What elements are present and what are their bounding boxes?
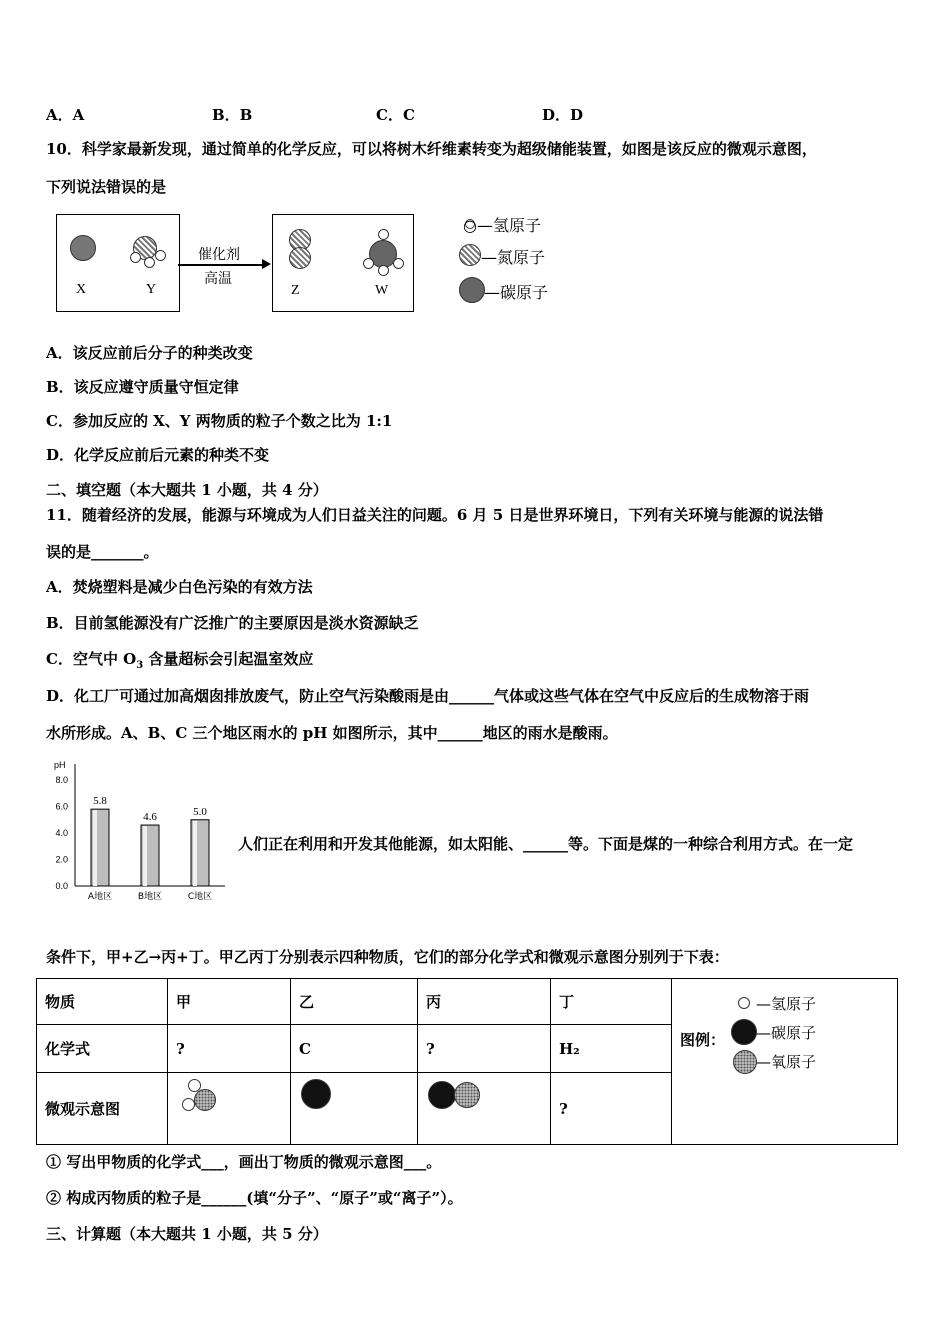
- molecule-w-h1: [378, 229, 389, 240]
- legend-title: 图例：: [680, 1031, 726, 1049]
- molecule-y-h1: [130, 252, 141, 263]
- legend-carbon-symbol: [459, 277, 485, 303]
- bar-highlight: [93, 810, 97, 886]
- q11-option-d-line2: 水所形成。A、B、C 三个地区雨水的 pH 如图所示，其中______地区的雨水是酸雨。: [46, 724, 618, 742]
- q11-reaction-intro: 条件下，甲+乙→丙+丁。甲乙丙丁分别表示四种物质，它们的部分化学式和微观示意图分别列于下表：: [46, 948, 729, 966]
- table-legend-carbon-symbol: [731, 1019, 757, 1045]
- q11-option-d-line1: D．化工厂可通过加高烟囱排放废气，防止空气污染酸雨是由______气体或这些气体在空气中反应后的生成物溶于雨: [46, 687, 810, 705]
- q11-option-b: B．目前氢能源没有广泛推广的主要原因是淡水资源缺乏: [46, 614, 419, 632]
- legend-nitrogen-text: —氮原子: [481, 248, 546, 267]
- cell-model-ding: ?: [551, 1073, 672, 1145]
- cell-formula-bing: ?: [418, 1025, 551, 1073]
- cell-formula-ding: H₂: [551, 1025, 672, 1073]
- q11-energy-line: 人们正在利用和开发其他能源，如太阳能、______等。下面是煤的一种综合利用方式。在一定: [238, 835, 854, 853]
- label-x: X: [76, 282, 87, 297]
- yi-carbon: [301, 1079, 331, 1109]
- section-3-heading: 三、计算题（本大题共 1 小题，共 5 分）: [46, 1225, 328, 1243]
- y-tick-label: 6.0: [55, 801, 68, 812]
- q10-stem-line2: 下列说法错误的是: [46, 178, 167, 196]
- cell-model-jia: [168, 1073, 291, 1145]
- q10-option-c: C．参加反应的 X、Y 两物质的粒子个数之比为 1:1: [46, 412, 393, 430]
- q10-option-b: B．该反应遵守质量守恒定律: [46, 378, 239, 396]
- q11-option-c-post: 含量超标会引起温室效应: [143, 650, 314, 668]
- substance-table: [36, 978, 898, 1145]
- x-tick-label: C地区: [187, 892, 213, 902]
- q10-stem-line1: 10．科学家最新发现，通过简单的化学反应，可以将树木纤维素转变为超级储能装置，如图是该反应的微观示意图，: [46, 140, 817, 158]
- y-tick-label: 4.0: [55, 828, 68, 838]
- bar-highlight: [193, 821, 197, 886]
- cell-formula-yi: C: [291, 1025, 418, 1073]
- label-z: Z: [291, 283, 300, 298]
- jia-h2: [182, 1098, 195, 1111]
- bar-value-label: 4.6: [143, 811, 157, 824]
- q9-option-d: D．D: [542, 106, 584, 124]
- arrow-condition-temp: 高温: [204, 272, 232, 287]
- legend-hydrogen-text: ○—氢原子: [463, 216, 541, 235]
- y-tick-label: 2.0: [55, 854, 68, 865]
- arrow-condition-catalyst: 催化剂: [198, 248, 240, 263]
- q11-option-c-pre: C．空气中 O: [46, 650, 137, 668]
- bing-carbon: [428, 1081, 456, 1109]
- table-legend-hydrogen-text: —氢原子: [756, 995, 817, 1013]
- molecule-x-carbon: [70, 235, 96, 261]
- arrow-head: [262, 259, 271, 269]
- cell-model-bing: [418, 1073, 551, 1145]
- y-tick-label: 8.0: [55, 775, 68, 785]
- legend-cell: [672, 979, 898, 1145]
- cell-header-yi: 乙: [291, 979, 418, 1025]
- bar-highlight: [143, 826, 147, 886]
- q11-option-a: A．焚烧塑料是减少白色污染的有效方法: [46, 578, 313, 596]
- q10-option-a: A．该反应前后分子的种类改变: [46, 344, 253, 362]
- cell-header-jia: 甲: [168, 979, 291, 1025]
- table-legend-carbon-text: —碳原子: [756, 1024, 817, 1042]
- cell-header-bing: 丙: [418, 979, 551, 1025]
- cell-formula-jia: ?: [168, 1025, 291, 1073]
- table-legend-hydrogen-symbol: [738, 997, 750, 1009]
- jia-oxygen: [194, 1089, 216, 1111]
- legend-nitrogen-symbol: [459, 244, 481, 266]
- q11-stem-line2: 误的是_______。: [46, 543, 159, 561]
- reactant-box: [56, 214, 180, 312]
- molecule-y-h3: [155, 250, 166, 261]
- x-tick-label: A地区: [87, 892, 113, 902]
- molecule-z-n2: [289, 247, 311, 269]
- x-tick-label: B地区: [137, 892, 163, 902]
- label-y: Y: [146, 282, 157, 297]
- y-tick-label: 0.0: [55, 881, 68, 891]
- reaction-arrow: [178, 264, 264, 266]
- legend-carbon-text: —碳原子: [484, 283, 549, 302]
- section-2-heading: 二、填空题（本大题共 1 小题，共 4 分）: [46, 481, 328, 499]
- q9-option-c: C．C: [376, 106, 415, 124]
- molecule-w-h4: [378, 265, 389, 276]
- cell-header-substance: 物质: [37, 979, 168, 1025]
- cell-model-yi: [291, 1073, 418, 1145]
- q11-option-c-sub: 3: [136, 660, 144, 671]
- table-legend-oxygen-text: —氧原子: [756, 1053, 817, 1071]
- q11-sub2: ② 构成丙物质的粒子是______(填“分子”、“原子”或“离子”）。: [46, 1189, 463, 1207]
- bar-value-label: 5.0: [193, 805, 207, 818]
- y-axis-label: pH: [54, 760, 66, 770]
- q10-option-d: D．化学反应前后元素的种类不变: [46, 446, 270, 464]
- molecule-w-h3: [393, 258, 404, 269]
- molecule-y-h2: [144, 257, 155, 268]
- molecule-w-h2: [363, 258, 374, 269]
- table-legend-oxygen-symbol: [733, 1050, 757, 1074]
- cell-header-ding: 丁: [551, 979, 672, 1025]
- q9-option-b: B．B: [212, 106, 253, 124]
- cell-formula-label: 化学式: [37, 1025, 168, 1073]
- bing-oxygen: [454, 1082, 480, 1108]
- q11-stem-line1: 11．随着经济的发展，能源与环境成为人们日益关注的问题。6 月 5 日是世界环境日，下列有关环境与能源的说法错: [46, 506, 824, 524]
- ph-bar-chart: [40, 756, 235, 906]
- q11-option-c: [46, 648, 313, 671]
- q9-option-a: A．A: [46, 106, 85, 124]
- label-w: W: [375, 283, 389, 298]
- cell-model-label: 微观示意图: [37, 1073, 168, 1145]
- q11-sub1: ① 写出甲物质的化学式___，画出丁物质的微观示意图___。: [46, 1153, 442, 1171]
- bar-value-label: 5.8: [93, 795, 107, 808]
